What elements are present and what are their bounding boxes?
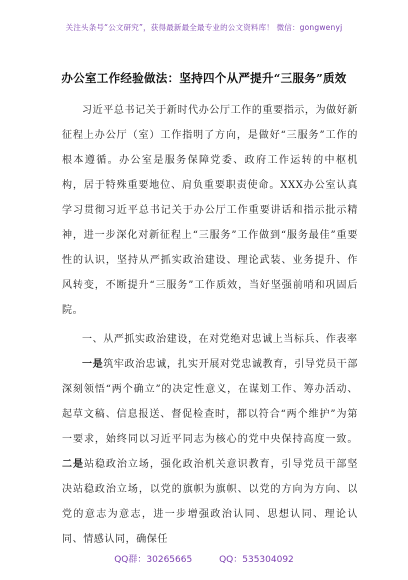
- document-title: 办公室工作经验做法：坚持四个从严提升“三服务”质效: [61, 71, 347, 85]
- section-heading: 一、从严抓实政治建设，在对党绝对忠诚上当标兵、作表率: [82, 334, 358, 345]
- footer-qq-group: QQ群：30265665: [114, 555, 193, 565]
- header-note: 关注头条号“公文研究”，获得最新最全最专业的公文资料库！ 微信：gongwenyj: [65, 23, 343, 32]
- lead-phrase-1: 一是: [82, 359, 104, 370]
- lead-phrase-2: 二是: [62, 459, 84, 470]
- paragraph-text-1: 筑牢政治忠诚，扎实开展对党忠诚教育，引导党员干部深刻领悟“两个确立”的决定性意义，在谋划工作、筹办活动、起草文稿、信息报送、督促检查时，都以符合“两个维护”为第一要求，始终同以习近平同志为核心的党中央保持高度一致。: [62, 359, 358, 445]
- intro-paragraph: 习近平总书记关于新时代办公厅工作的重要指示，为做好新征程上办公厅（室）工作指明了方向，是做好“三服务”工作的根本遵循。办公室是服务保障党委、政府工作运转的中枢机构，居于特殊重要地位、肩负重要职责使命。XXX办公室认真学习贯彻习近平总书记关于办公厅工作重要讲话和指示批示精神，进一步深化对新征程上“三服务”工作做到“服务最佳”重要性的认识，坚持从严抓实政治建设、理论武装、业务提升、作风转变，不断提升“三服务”工作质效，当好坚强前哨和巩固后院。: [62, 105, 358, 316]
- footer-contact: [0, 552, 408, 565]
- paragraph-text-2: 站稳政治立场，强化政治机关意识教育，引导党员干部坚决站稳政治立场，以党的旗帜为旗帜、以党的方向为方向、以党的意志为意志，进一步增强政治认同、思想认同、理论认同、情感认同，确保任: [62, 459, 359, 545]
- document-body: [62, 98, 358, 552]
- footer-qq: QQ：535304092: [219, 555, 294, 565]
- body-paragraph: [62, 352, 358, 552]
